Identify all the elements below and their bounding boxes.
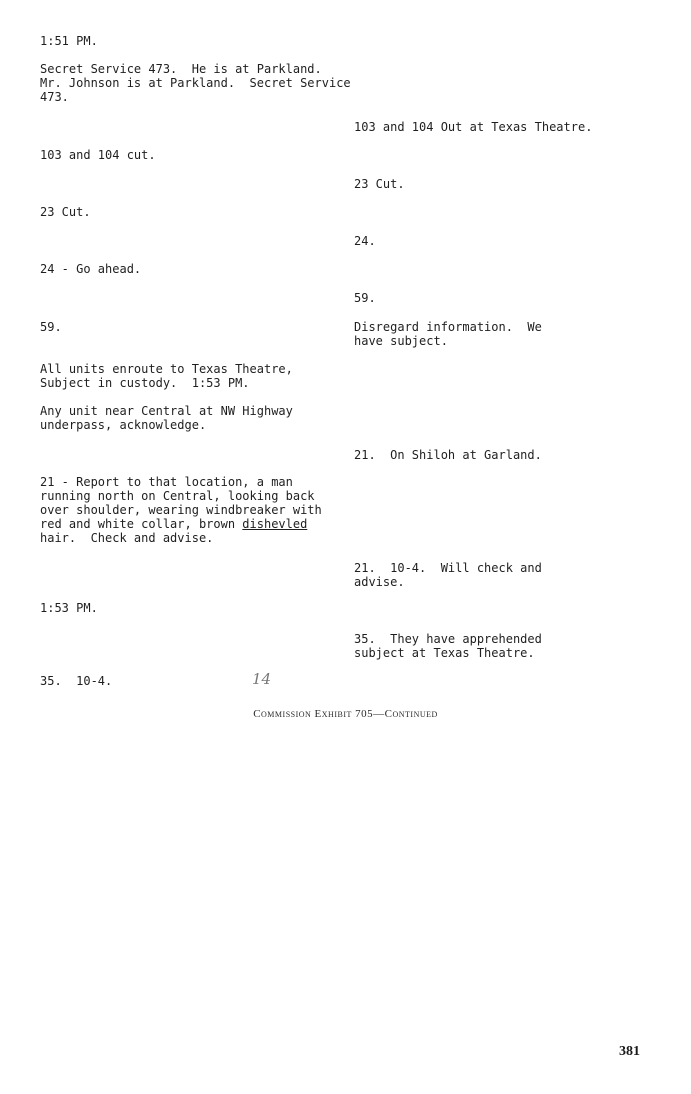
handwritten-page-mark: 14 xyxy=(252,670,272,688)
underlined-word-dishevled: dishevled xyxy=(242,517,308,531)
entry-time-1-53: 1:53 PM. xyxy=(40,601,98,615)
exhibit-caption: Commission Exhibit 705—Continued xyxy=(253,708,438,720)
entry-23-cut-left: 23 Cut. xyxy=(40,205,91,219)
entry-21-on-shiloh: 21. On Shiloh at Garland. xyxy=(354,448,542,462)
entry-21-10-4-will-check: 21. 10-4. Will check and advise. xyxy=(354,561,542,589)
entry-disregard-information: Disregard information. We have subject. xyxy=(354,320,542,348)
report-text-start: 21 - Report to that location, a man running north on Central, looking back over shoulder, wearing windbreaker with red and white collar, brown xyxy=(40,475,322,531)
entry-24: 24. xyxy=(354,234,376,248)
entry-103-104-cut: 103 and 104 cut. xyxy=(40,148,156,162)
page-number: 381 xyxy=(619,1044,640,1059)
entry-35-10-4: 35. 10-4. xyxy=(40,674,113,688)
entry-any-unit-near-central: Any unit near Central at NW Highway underpass, acknowledge. xyxy=(40,404,293,432)
entry-23-cut-right: 23 Cut. xyxy=(354,177,405,191)
entry-103-104-out: 103 and 104 Out at Texas Theatre. xyxy=(354,120,593,134)
entry-time-1-51: 1:51 PM. xyxy=(40,34,98,48)
entry-24-go-ahead: 24 - Go ahead. xyxy=(40,262,142,276)
entry-21-report-to-location xyxy=(40,475,322,545)
entry-secret-service-473: Secret Service 473. He is at Parkland. Mr. Johnson is at Parkland. Secret Service 473. xyxy=(40,62,351,104)
entry-35-apprehended: 35. They have apprehended subject at Texas Theatre. xyxy=(354,632,542,660)
entry-59-right: 59. xyxy=(354,291,376,305)
entry-all-units-enroute: All units enroute to Texas Theatre, Subject in custody. 1:53 PM. xyxy=(40,362,293,390)
entry-59-left: 59. xyxy=(40,320,62,334)
report-text-end: hair. Check and advise. xyxy=(40,531,214,545)
